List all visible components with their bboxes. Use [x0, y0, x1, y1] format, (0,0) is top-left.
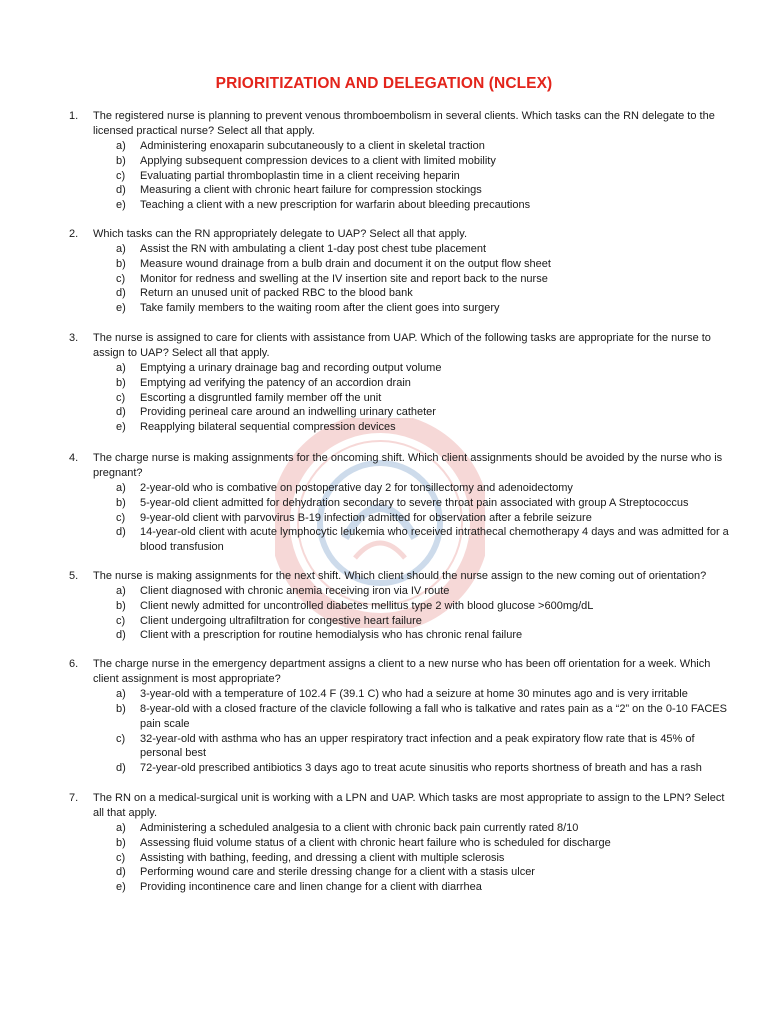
answer-option: [0, 198, 768, 213]
option-letter: d): [116, 406, 126, 419]
question-stem: The registered nurse is planning to prevent venous thromboembolism in several clients. Which tasks can the RN delegate to the licensed practical nurse? Select all that apply.: [93, 110, 715, 137]
question-3: [0, 331, 768, 435]
answer-option: [0, 865, 768, 880]
option-letter: a): [116, 688, 126, 701]
option-letter: c): [116, 511, 126, 524]
option-letter: e): [116, 421, 126, 434]
option-text: Take family members to the waiting room after the client goes into surgery: [140, 302, 500, 315]
answer-option: [0, 405, 768, 420]
option-text: 32-year-old with asthma who has an upper respiratory tract infection and a peak expiratory flow rate that is 45% of personal best: [140, 732, 695, 760]
option-text: Evaluating partial thromboplastin time in a client receiving heparin: [140, 169, 460, 182]
option-text: Assessing fluid volume status of a client with chronic heart failure who is scheduled for discharge: [140, 836, 611, 849]
option-text: Return an unused unit of packed RBC to the blood bank: [140, 287, 413, 300]
option-text: Assist the RN with ambulating a client 1-day post chest tube placement: [140, 242, 487, 255]
question-7: [0, 791, 768, 895]
option-letter: a): [116, 481, 126, 494]
answer-option: [0, 584, 768, 599]
option-text: Providing perineal care around an indwelling urinary catheter: [140, 406, 436, 419]
option-letter: c): [116, 614, 126, 627]
answer-option: [0, 272, 768, 287]
option-text: Escorting a disgruntled family member off the unit: [140, 391, 382, 404]
answer-option: [0, 628, 768, 643]
option-letter: a): [116, 821, 126, 834]
question-5: [0, 569, 768, 643]
option-letter: b): [116, 154, 126, 167]
question-stem: The nurse is assigned to care for clients with assistance from UAP. Which of the following tasks are appropriate for the nurse to assign to UAP? Select all that apply.: [93, 331, 711, 359]
option-letter: d): [116, 629, 126, 642]
option-text: Teaching a client with a new prescription for warfarin about bleeding precautions: [140, 199, 531, 212]
answer-option: [0, 525, 768, 555]
option-text: Client newly admitted for uncontrolled diabetes mellitus type 2 with blood glucose >600mg/dL: [140, 599, 594, 612]
question-6: [0, 657, 768, 776]
answer-option: [0, 687, 768, 702]
answer-options: [0, 481, 768, 555]
question-number: 7.: [69, 791, 79, 804]
question-stem: The charge nurse in the emergency department assigns a client to a new nurse who has been off orientation for a week. Which client assignment is most appropriate?: [93, 658, 711, 686]
question-stem: Which tasks can the RN appropriately delegate to UAP? Select all that apply.: [93, 227, 467, 240]
answer-option: [0, 599, 768, 614]
option-letter: a): [116, 361, 126, 374]
answer-option: [0, 481, 768, 496]
question-2: [0, 227, 768, 316]
answer-options: [0, 584, 768, 643]
option-letter: e): [116, 302, 126, 315]
answer-option: [0, 286, 768, 301]
question-stem: The charge nurse is making assignments for the oncoming shift. Which client assignments should be avoided by the nurse who is pregnant?: [93, 451, 723, 479]
option-text: Measuring a client with chronic heart failure for compression stockings: [140, 184, 482, 197]
question-number: 2.: [69, 227, 79, 240]
option-letter: b): [116, 376, 126, 389]
option-text: Administering enoxaparin subcutaneously to a client in skeletal traction: [140, 140, 485, 152]
option-text: Performing wound care and sterile dressing change for a client with a stasis ulcer: [140, 866, 535, 879]
option-letter: a): [116, 140, 126, 152]
answer-option: [0, 361, 768, 376]
answer-option: [0, 614, 768, 629]
option-letter: d): [116, 526, 126, 539]
option-text: Monitor for redness and swelling at the IV insertion site and report back to the nurse: [140, 272, 548, 285]
option-letter: b): [116, 257, 126, 270]
question-list: [0, 109, 768, 895]
option-text: Providing incontinence care and linen change for a client with diarrhea: [140, 881, 482, 894]
answer-option: [0, 301, 768, 316]
option-text: Measure wound drainage from a bulb drain and document it on the output flow sheet: [140, 257, 551, 270]
answer-options: [0, 242, 768, 316]
answer-options: [0, 361, 768, 435]
option-text: Client with a prescription for routine hemodialysis who has chronic renal failure: [140, 629, 523, 642]
option-letter: c): [116, 732, 126, 745]
question-number: 4.: [69, 451, 79, 464]
option-text: 5-year-old client admitted for dehydration secondary to severe throat pain associated with group A Streptococcus: [140, 496, 689, 509]
question-number: 5.: [69, 569, 79, 582]
question-1: [0, 109, 768, 213]
option-letter: a): [116, 584, 126, 597]
answer-option: [0, 496, 768, 511]
question-number: 3.: [69, 331, 79, 344]
answer-option: [0, 154, 768, 169]
option-text: 9-year-old client with parvovirus B-19 infection admitted for observation after a febrile seizure: [140, 511, 592, 524]
option-text: 14-year-old client with acute lymphocytic leukemia who received intrathecal chemotherapy 4 days and was admitted for a blood transfusion: [140, 526, 729, 554]
option-letter: c): [116, 391, 126, 404]
answer-option: [0, 420, 768, 435]
option-letter: b): [116, 599, 126, 612]
answer-option: [0, 761, 768, 776]
answer-option: [0, 702, 768, 732]
answer-options: [0, 687, 768, 776]
question-stem: The nurse is making assignments for the next shift. Which client should the nurse assign to the new coming out of orientation?: [93, 569, 707, 582]
document-title: PRIORITIZATION AND DELEGATION (NCLEX): [215, 75, 553, 92]
option-letter: c): [116, 169, 126, 182]
answer-option: [0, 511, 768, 526]
answer-option: [0, 836, 768, 851]
option-text: 2-year-old who is combative on postoperative day 2 for tonsillectomy and adenoidectomy: [140, 481, 573, 494]
option-text: Applying subsequent compression devices to a client with limited mobility: [140, 154, 496, 167]
option-letter: b): [116, 702, 126, 715]
option-letter: c): [116, 272, 126, 285]
option-letter: d): [116, 762, 126, 775]
option-text: 72-year-old prescribed antibiotics 3 days ago to treat acute sinusitis who reports shortness of breath and has a rash: [140, 762, 702, 775]
option-text: Emptying ad verifying the patency of an accordion drain: [140, 376, 411, 389]
question-number: 1.: [69, 110, 79, 122]
answer-option: [0, 732, 768, 762]
option-text: Emptying a urinary drainage bag and recording output volume: [140, 361, 442, 374]
option-letter: e): [116, 881, 126, 894]
option-text: Administering a scheduled analgesia to a client with chronic back pain currently rated 8/10: [140, 821, 579, 834]
question-stem: The RN on a medical-surgical unit is working with a LPN and UAP. Which tasks are most appropriate to assign to the LPN? Select all that apply.: [93, 791, 725, 819]
answer-option: [0, 257, 768, 272]
answer-option: [0, 169, 768, 184]
question-number: 6.: [69, 658, 79, 671]
option-text: Client diagnosed with chronic anemia receiving iron via IV route: [140, 584, 450, 597]
answer-option: [0, 880, 768, 895]
answer-option: [0, 821, 768, 836]
answer-option: [0, 139, 768, 154]
answer-option: [0, 242, 768, 257]
question-4: [0, 451, 768, 555]
option-letter: e): [116, 199, 126, 212]
option-letter: b): [116, 836, 126, 849]
option-text: 3-year-old with a temperature of 102.4 F (39.1 C) who had a seizure at home 30 minutes ago and is very irritable: [140, 688, 688, 701]
answer-option: [0, 391, 768, 406]
option-letter: b): [116, 496, 126, 509]
option-letter: d): [116, 866, 126, 879]
option-text: Assisting with bathing, feeding, and dressing a client with multiple sclerosis: [140, 851, 505, 864]
option-letter: a): [116, 242, 126, 255]
answer-options: [0, 139, 768, 213]
answer-options: [0, 821, 768, 895]
option-text: 8-year-old with a closed fracture of the clavicle following a fall who is talkative and rates pain as a “2” on the 0-10 FACES pain scale: [140, 702, 727, 730]
answer-option: [0, 851, 768, 866]
option-letter: d): [116, 287, 126, 300]
answer-option: [0, 376, 768, 391]
option-letter: c): [116, 851, 126, 864]
answer-option: [0, 183, 768, 198]
option-text: Client undergoing ultrafiltration for congestive heart failure: [140, 614, 422, 627]
option-text: Reapplying bilateral sequential compression devices: [140, 421, 396, 434]
option-letter: d): [116, 184, 126, 197]
